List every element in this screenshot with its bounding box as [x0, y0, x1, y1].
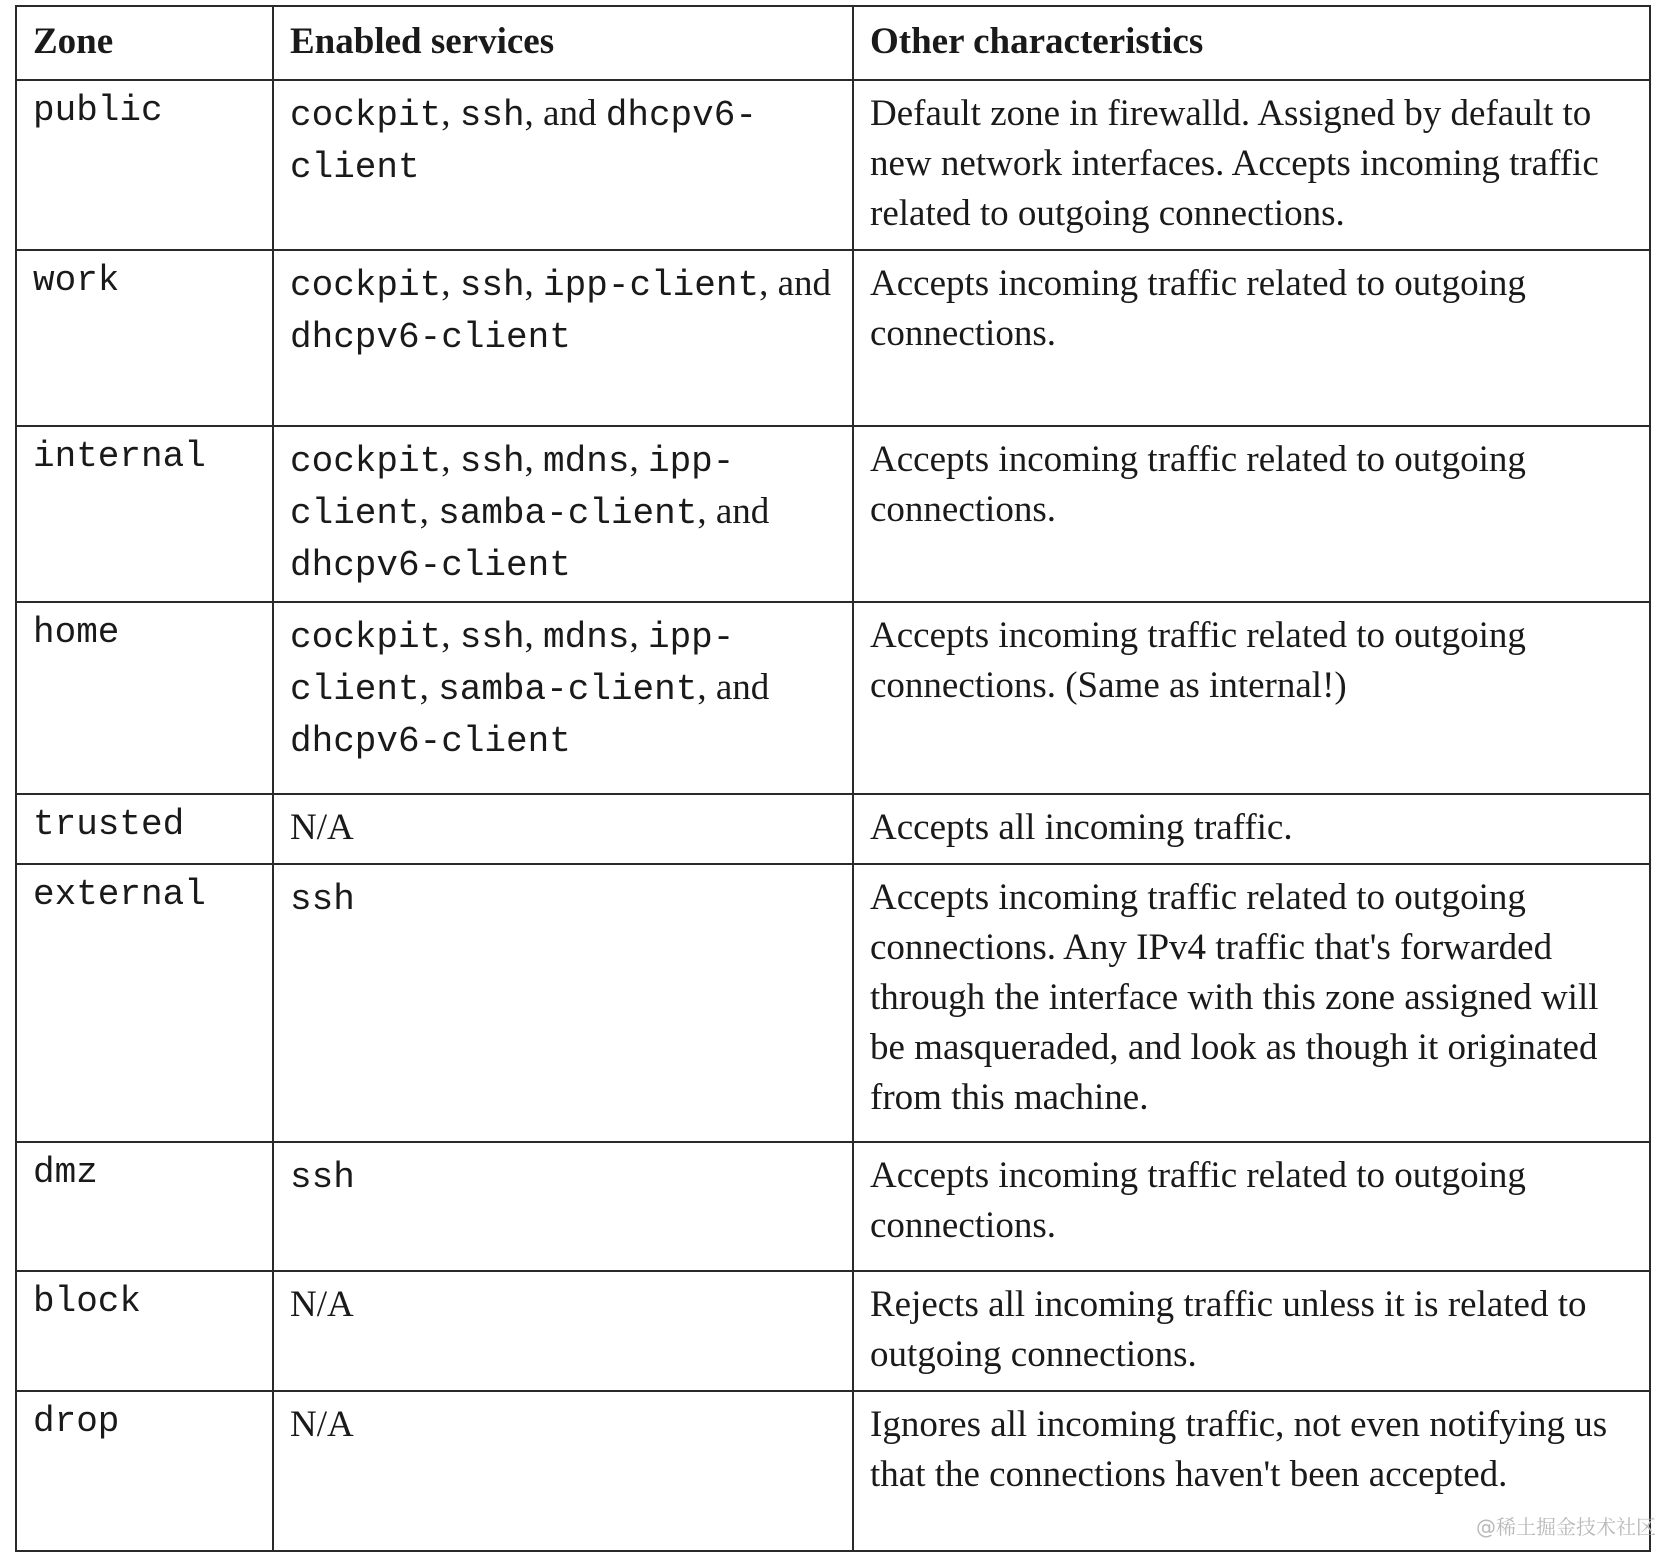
table-body: [16, 80, 1650, 1551]
services-cell: [273, 250, 853, 426]
service-name: ipp-client: [290, 617, 735, 710]
characteristics-cell: Ignores all incoming traffic, not even notifying us that the connections haven't been accepted.: [853, 1391, 1650, 1551]
service-text: N/A: [290, 1404, 354, 1445]
watermark: @稀土掘金技术社区: [1476, 1515, 1656, 1539]
table-row: [16, 602, 1650, 794]
table-row: [16, 1391, 1650, 1551]
header-enabled-services: Enabled services: [273, 6, 853, 80]
characteristics-cell: Accepts incoming traffic related to outgoing connections. (Same as internal!): [853, 602, 1650, 794]
service-name: cockpit: [290, 265, 442, 306]
characteristics-cell: Accepts all incoming traffic.: [853, 794, 1650, 864]
services-cell: [273, 1271, 853, 1391]
firewalld-zones-table: [15, 5, 1651, 1552]
service-name: cockpit: [290, 95, 442, 136]
service-name: dhcpv6-client: [290, 721, 571, 762]
table-row: [16, 864, 1650, 1142]
service-text: ,: [629, 615, 648, 656]
service-name: cockpit: [290, 441, 442, 482]
service-name: dhcpv6-client: [290, 545, 571, 586]
zone-cell: external: [16, 864, 273, 1142]
characteristics-cell: Rejects all incoming traffic unless it is related to outgoing connections.: [853, 1271, 1650, 1391]
service-text: , and: [524, 93, 606, 134]
service-name: ipp-client: [290, 441, 735, 534]
zone-cell: drop: [16, 1391, 273, 1551]
characteristics-cell: Accepts incoming traffic related to outgoing connections.: [853, 1142, 1650, 1271]
service-name: ipp-client: [543, 265, 760, 306]
service-name: samba-client: [438, 669, 698, 710]
service-name: ssh: [459, 441, 525, 482]
services-cell: [273, 1142, 853, 1271]
service-text: ,: [441, 439, 460, 480]
characteristics-cell: Accepts incoming traffic related to outgoing connections.: [853, 250, 1650, 426]
table-row: [16, 1142, 1650, 1271]
service-text: ,: [441, 615, 460, 656]
service-text: N/A: [290, 807, 354, 848]
header-row: [16, 6, 1650, 80]
service-name: mdns: [543, 441, 630, 482]
table-row: [16, 250, 1650, 426]
zone-cell: trusted: [16, 794, 273, 864]
characteristics-cell: Accepts incoming traffic related to outgoing connections. Any IPv4 traffic that's forwarded through the interface with this zone assigned will be masqueraded, and look as though it originated from this machine.: [853, 864, 1650, 1142]
services-cell: [273, 864, 853, 1142]
services-cell: [273, 80, 853, 250]
service-name: samba-client: [438, 493, 698, 534]
zone-cell: work: [16, 250, 273, 426]
services-cell: [273, 1391, 853, 1551]
service-text: ,: [419, 491, 439, 532]
service-text: ,: [524, 615, 544, 656]
characteristics-cell: Accepts incoming traffic related to outgoing connections.: [853, 426, 1650, 602]
table-row: [16, 794, 1650, 864]
services-cell: [273, 602, 853, 794]
service-text: N/A: [290, 1284, 354, 1325]
service-text: , and: [697, 667, 770, 708]
service-name: ssh: [290, 879, 355, 920]
service-text: , and: [759, 263, 832, 304]
table-row: [16, 426, 1650, 602]
zone-cell: internal: [16, 426, 273, 602]
zone-cell: dmz: [16, 1142, 273, 1271]
service-name: ssh: [459, 265, 525, 306]
service-name: dhcpv6-client: [290, 95, 757, 188]
service-text: ,: [524, 263, 544, 304]
services-cell: [273, 794, 853, 864]
service-text: ,: [441, 263, 460, 304]
zone-cell: home: [16, 602, 273, 794]
characteristics-cell: Default zone in firewalld. Assigned by default to new network interfaces. Accepts incoming traffic related to outgoing connections.: [853, 80, 1650, 250]
service-text: ,: [524, 439, 544, 480]
zone-cell: public: [16, 80, 273, 250]
header-zone: Zone: [16, 6, 273, 80]
table-row: [16, 1271, 1650, 1391]
service-name: cockpit: [290, 617, 442, 658]
services-cell: [273, 426, 853, 602]
service-name: ssh: [459, 95, 525, 136]
header-other-characteristics: Other characteristics: [853, 6, 1650, 80]
service-text: ,: [629, 439, 648, 480]
zone-cell: block: [16, 1271, 273, 1391]
service-name: dhcpv6-client: [290, 317, 571, 358]
service-text: ,: [441, 93, 460, 134]
service-text: ,: [419, 667, 439, 708]
service-text: , and: [697, 491, 770, 532]
service-name: mdns: [543, 617, 630, 658]
service-name: ssh: [459, 617, 525, 658]
service-name: ssh: [290, 1157, 355, 1198]
table-row: [16, 80, 1650, 250]
